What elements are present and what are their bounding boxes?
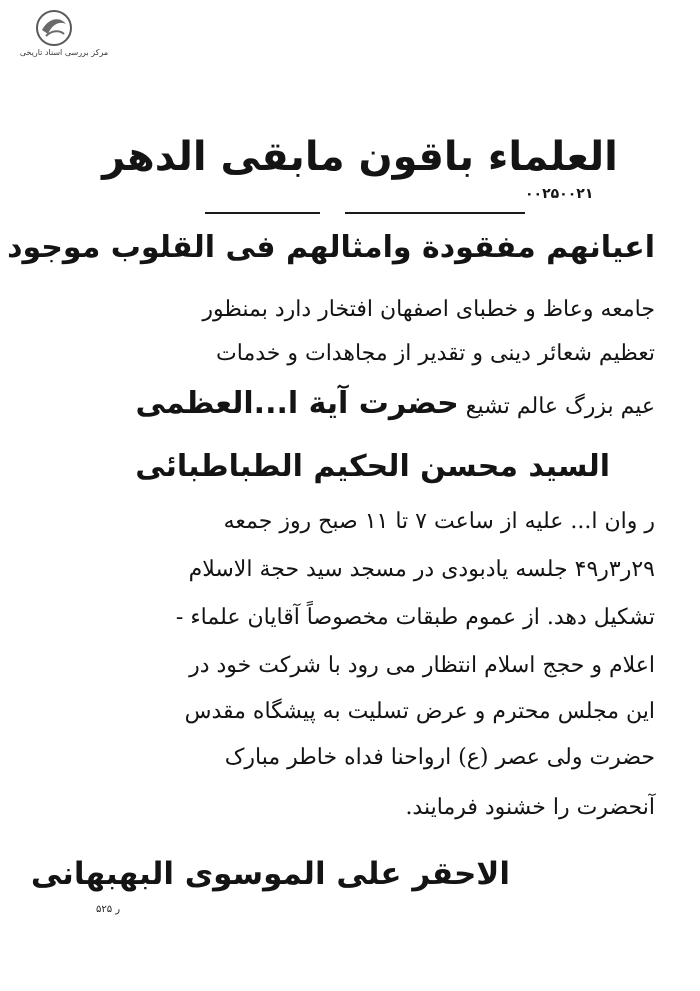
honorific-title: حضرت آیة ا...العظمی [135,386,459,421]
body-line-9: حضرت ولی عصر (ع) ارواحنا فداه خاطر مبارک [224,745,655,770]
document-number: ۰۰۲۵۰۰۲۱ [525,186,594,202]
body-line-6: تشکیل دهد. از عموم طبقات مخصوصاً آقایان علماء - [175,605,655,630]
watermark-logo [14,8,114,60]
deceased-name: السید محسن الحکیم الطباطبائی [135,449,610,484]
heading-rule-left [205,212,320,214]
body-line-10: آنحضرت را خشنود فرمایند. [405,795,655,820]
archive-logo-icon [34,8,74,48]
reference-mark: ر ۵۲۵ [96,904,121,915]
watermark-text: مرکز بررسی اسناد تاریخی [19,48,109,57]
heading-rule-right [345,212,525,214]
heading-line-1: العلماء باقون مابقی الدهر [102,134,618,180]
body-line-8: این مجلس محترم و عرض تسلیت به پیشگاه مقدس [184,699,655,724]
body-line-2: تعظیم شعائر دینی و تقدیر از مجاهدات و خدمات [216,341,655,366]
body-line-4: ر وان ا... علیه از ساعت ۷ تا ۱۱ صبح روز جمعه [223,509,655,534]
body-line-5: ۲۹ر۳ر۴۹ جلسه یادبودی در مسجد سید حجة الاسلام [188,557,655,582]
heading-line-2: اعیانهم مفقودة وامثالهم فی القلوب موجود [7,230,655,265]
body-line-3-prefix: عیم بزرگ عالم تشیع [465,394,655,419]
body-line-7: اعلام و حجج اسلام انتظار می رود با شرکت خود در [189,653,655,678]
body-line-3 [136,384,656,427]
body-line-1: جامعه وعاظ و خطبای اصفهان افتخار دارد بمنظور [202,297,655,322]
signature: الاحقر علی الموسوی البهبهانی [30,856,510,892]
